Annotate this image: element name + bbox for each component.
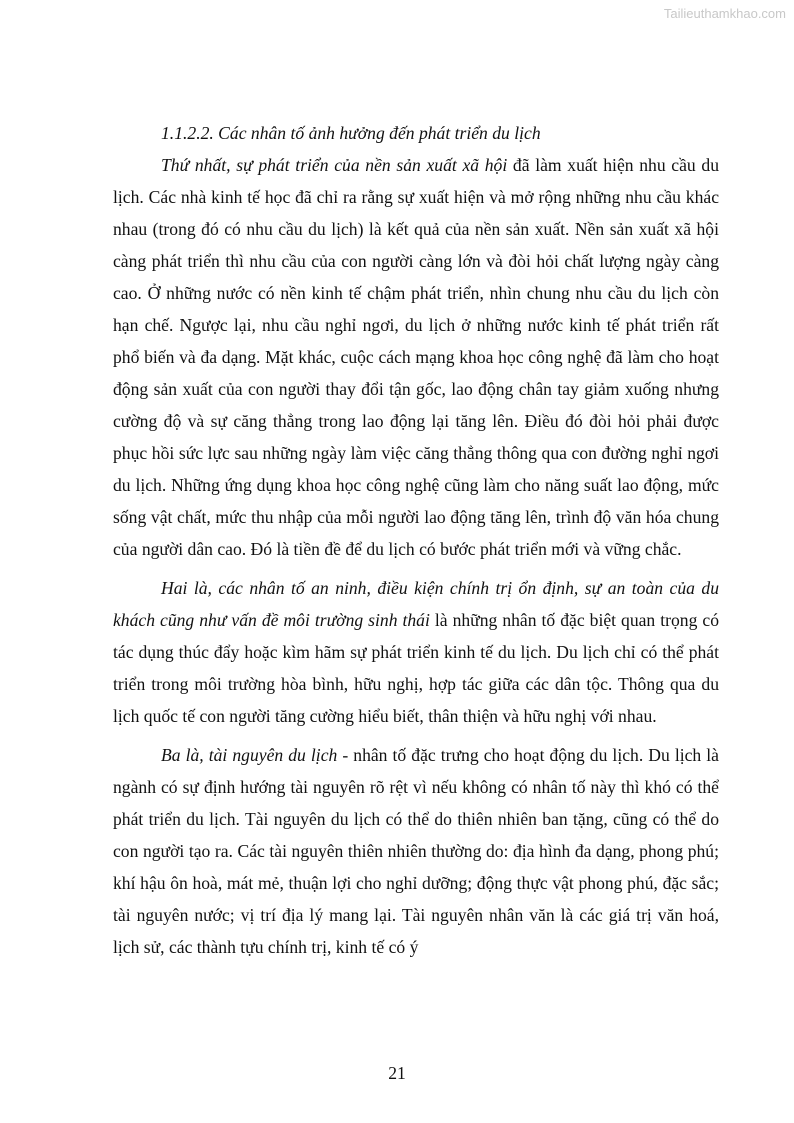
paragraph-3-lead: Ba là, tài nguyên du lịch: [161, 745, 338, 765]
paragraph-3-text: - nhân tố đặc trưng cho hoạt động du lịch. Du lịch là ngành có sự định hướng tài nguyên rõ rệt vì nếu không có nhân tố này thì khó có thể phát triển du lịch. Tài nguyên du lịch có thể do thiên nhiên ban tặng, cũng có thể do con người tạo ra. Các tài nguyên thiên nhiên thường do: địa hình đa dạng, phong phú; khí hậu ôn hoà, mát mẻ, thuận lợi cho nghỉ dưỡng; động thực vật phong phú, đặc sắc; tài nguyên nước; vị trí địa lý mang lại. Tài nguyên nhân văn là các giá trị văn hoá, lịch sử, các thành tựu chính trị, kinh tế có ý: [113, 745, 719, 957]
paragraph-3: [113, 739, 719, 963]
section-heading: 1.1.2.2. Các nhân tố ảnh hưởng đến phát triển du lịch: [161, 123, 541, 143]
paragraph-1-text: đã làm xuất hiện nhu cầu du lịch. Các nhà kinh tế học đã chỉ ra rằng sự xuất hiện và mở rộng những nhu cầu khác nhau (trong đó có nhu cầu du lịch) là kết quả của nền sản xuất. Nền sản xuất xã hội càng phát triển thì nhu cầu của con người càng lớn và đòi hỏi chất lượng ngày càng cao. Ở những nước có nền kinh tế chậm phát triển, nhìn chung nhu cầu du lịch còn hạn chế. Ngược lại, nhu cầu nghỉ ngơi, du lịch ở những nước kinh tế phát triển rất phổ biến và đa dạng. Mặt khác, cuộc cách mạng khoa học công nghệ đã làm cho hoạt động sản xuất của con người thay đổi tận gốc, lao động chân tay giảm xuống nhưng cường độ và sự căng thẳng trong lao động lại tăng lên. Điều đó đòi hỏi phải được phục hồi sức lực sau những ngày làm việc căng thẳng thông qua con đường nghỉ ngơi du lịch. Những ứng dụng khoa học công nghệ cũng làm cho năng suất lao động, mức sống vật chất, mức thu nhập của mỗi người lao động tăng lên, trình độ văn hóa chung của người dân cao. Đó là tiền đề để du lịch có bước phát triển mới và vững chắc.: [113, 155, 719, 559]
document-body: [113, 117, 719, 963]
paragraph-1-lead: Thứ nhất, sự phát triển của nền sản xuất xã hội: [161, 155, 508, 175]
paragraph-2-text: là những nhân tố đặc biệt quan trọng có tác dụng thúc đẩy hoặc kìm hãm sự phát triển kinh tế du lịch. Du lịch chỉ có thể phát triển trong môi trường hòa bình, hữu nghị, hợp tác giữa các dân tộc. Thông qua du lịch quốc tế con người tăng cường hiểu biết, thân thiện và hữu nghị với nhau.: [113, 610, 719, 726]
paragraph-2-lead: Hai là, các nhân tố an ninh, điều kiện chính trị ổn định, sự an toàn của du khách cũng như vấn đề môi trường sinh thái: [113, 578, 719, 630]
paragraph-2: [113, 572, 719, 732]
paragraph-1: [113, 149, 719, 565]
watermark: Tailieuthamkhao.com: [663, 6, 786, 21]
page-number: 21: [388, 1063, 406, 1083]
